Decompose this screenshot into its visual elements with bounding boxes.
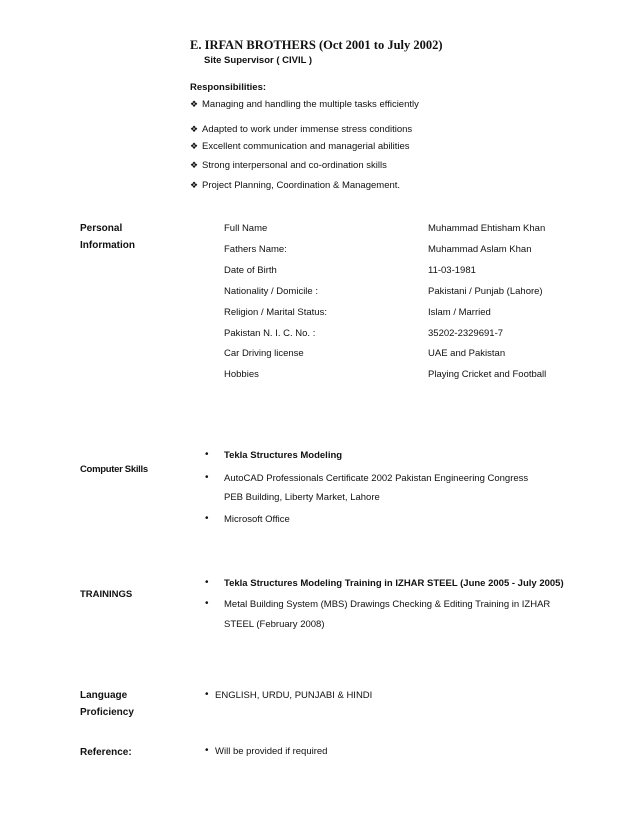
bullet-icon: •	[205, 598, 209, 609]
bullet-icon: •	[205, 449, 209, 460]
personal-info-heading	[80, 220, 135, 254]
trainings-heading: TRAININGS	[80, 589, 133, 600]
bullet-icon: •	[205, 577, 209, 588]
responsibility-text: Excellent communication and managerial abilities	[202, 141, 410, 152]
responsibility-item	[190, 180, 400, 191]
responsibility-text: Managing and handling the multiple tasks efficiently	[202, 99, 419, 110]
responsibility-item	[190, 124, 412, 135]
reference-item: Will be provided if required	[215, 746, 328, 757]
diamond-bullet-icon: ❖	[190, 124, 199, 134]
skill-item-continuation: PEB Building, Liberty Market, Lahore	[224, 492, 380, 503]
training-item-continuation: STEEL (February 2008)	[224, 619, 325, 630]
personal-info-heading-line2: Information	[80, 240, 135, 251]
bullet-icon: •	[205, 689, 209, 700]
personal-label: Fathers Name:	[224, 244, 287, 255]
language-item: ENGLISH, URDU, PUNJABI & HINDI	[215, 690, 373, 701]
training-item: Tekla Structures Modeling Training in IZHAR STEEL (June 2005 - July 2005)	[224, 578, 564, 589]
responsibility-item	[190, 160, 387, 171]
computer-skills-heading: Computer Skills	[80, 464, 148, 475]
language-heading	[80, 687, 134, 721]
diamond-bullet-icon: ❖	[190, 99, 199, 109]
bullet-icon: •	[205, 472, 209, 483]
personal-value: 35202-2329691-7	[428, 328, 504, 339]
personal-label: Date of Birth	[224, 265, 277, 276]
personal-value: Playing Cricket and Football	[428, 369, 547, 380]
personal-info-heading-line1: Personal	[80, 223, 123, 234]
diamond-bullet-icon: ❖	[190, 180, 199, 190]
personal-value: Pakistani / Punjab (Lahore)	[428, 286, 543, 297]
language-heading-line2: Proficiency	[80, 707, 134, 718]
personal-value: UAE and Pakistan	[428, 348, 506, 359]
personal-value: Islam / Married	[428, 307, 491, 318]
language-heading-line1: Language	[80, 690, 128, 701]
personal-label: Nationality / Domicile :	[224, 286, 318, 297]
responsibility-text: Adapted to work under immense stress conditions	[202, 124, 413, 135]
employer-title: E. IRFAN BROTHERS (Oct 2001 to July 2002)	[190, 38, 443, 52]
training-item: Metal Building System (MBS) Drawings Checking & Editing Training in IZHAR	[224, 599, 551, 610]
personal-label: Religion / Marital Status:	[224, 307, 327, 318]
personal-value: Muhammad Aslam Khan	[428, 244, 532, 255]
personal-label: Full Name	[224, 223, 268, 234]
personal-value: Muhammad Ehtisham Khan	[428, 223, 546, 234]
skill-item: AutoCAD Professionals Certificate 2002 Pakistan Engineering Congress	[224, 473, 529, 484]
personal-value: 11-03-1981	[428, 265, 476, 276]
diamond-bullet-icon: ❖	[190, 141, 199, 151]
skill-item: Tekla Structures Modeling	[224, 450, 343, 461]
responsibility-text: Project Planning, Coordination & Management.	[202, 180, 401, 191]
job-role: Site Supervisor ( CIVIL )	[204, 55, 313, 66]
responsibilities-heading: Responsibilities:	[190, 82, 267, 93]
bullet-icon: •	[205, 513, 209, 524]
personal-label: Car Driving license	[224, 348, 304, 359]
diamond-bullet-icon: ❖	[190, 160, 199, 170]
responsibility-item	[190, 141, 410, 152]
personal-label: Hobbies	[224, 369, 259, 380]
responsibility-text: Strong interpersonal and co-ordination skills	[202, 160, 387, 171]
reference-heading: Reference:	[80, 747, 132, 758]
bullet-icon: •	[205, 745, 209, 756]
personal-label: Pakistan N. I. C. No. :	[224, 328, 316, 339]
skill-item: Microsoft Office	[224, 514, 290, 525]
responsibility-item	[190, 99, 419, 110]
